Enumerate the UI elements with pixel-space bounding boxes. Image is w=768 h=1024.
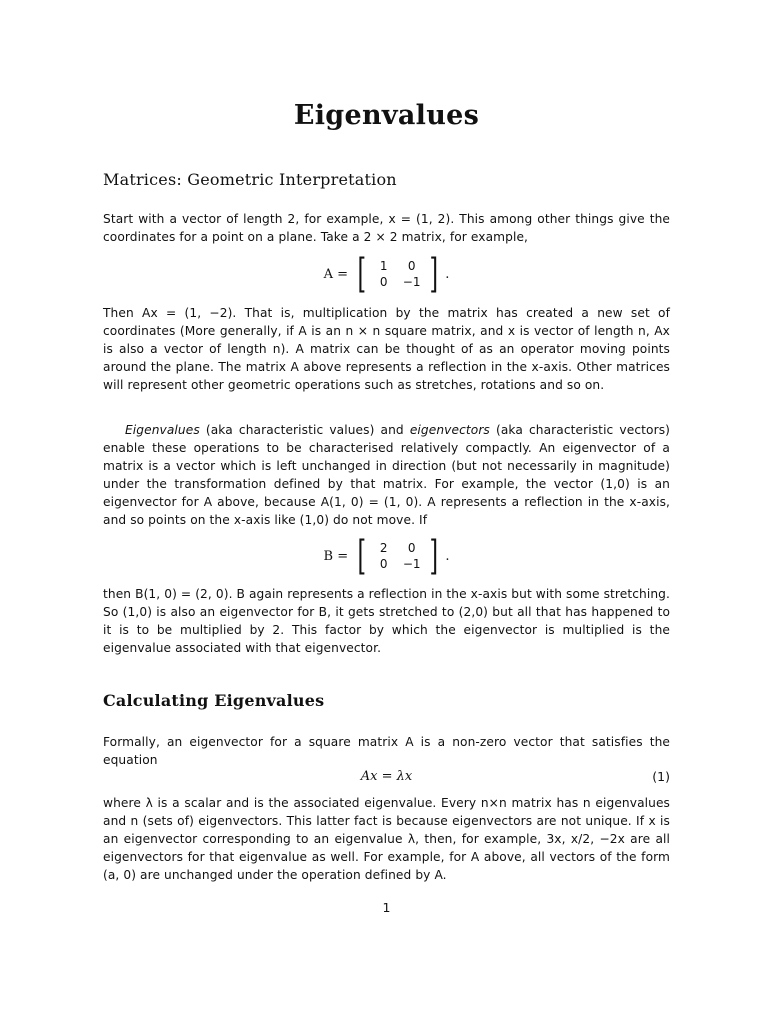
matrix-a-cell: 1 xyxy=(379,259,388,273)
term-eigenvalues: Eigenvalues xyxy=(125,423,200,437)
matrix-b-cell: 0 xyxy=(407,541,416,555)
document-title: Eigenvalues xyxy=(293,100,480,131)
equation-1-number: (1) xyxy=(652,768,670,784)
paragraph-eigen-definition xyxy=(103,421,670,529)
matrix-b: [ 2 0 0 −1 ] xyxy=(357,533,438,579)
matrix-b-cell: 2 xyxy=(379,541,388,555)
matrix-b-period: . xyxy=(445,548,450,564)
paragraph-multiplication: Then Ax = (1, −2). That is, multiplication by the matrix has created a new set of coordinates (More generally, if A is an n × n square matrix, and x is vector of length n, Ax is also a vector of length n). A matrix can be thought of as an operator moving points around the plane. The matrix A above represents a reflection in the x-axis. Other matrices will represent other geometric operations such as stretches, rotations and so on. xyxy=(103,306,670,392)
matrix-a-lhs: A = xyxy=(323,266,349,282)
term-eigenvectors: eigenvectors xyxy=(409,423,490,437)
matrix-b-cell: 0 xyxy=(379,557,388,571)
paragraph-text: (aka characteristic vectors) enable these operations to be characterised relatively compactly. An eigenvector of a matrix is a vector which is left unchanged in direction (but not necessarily in magnitude) under the transformation defined by that matrix. For example, the vector (1,0) is an eigenvector for A above, because A(1, 0) = (1, 0). A represents a reflection in the x-axis, and so points on the x-axis like (1,0) do not move. If xyxy=(103,423,670,527)
matrix-b-cell: −1 xyxy=(402,557,421,571)
equation-1 xyxy=(103,766,670,786)
paragraph-text: (aka characteristic values) and xyxy=(199,423,410,437)
matrix-b-lhs: B = xyxy=(323,548,349,564)
matrix-a-cell: −1 xyxy=(402,275,421,289)
matrix-a-cell: 0 xyxy=(407,259,416,273)
section-heading-calculating: Calculating Eigenvalues xyxy=(103,691,325,710)
matrix-b-equation xyxy=(103,533,670,579)
paragraph-stretching: then B(1, 0) = (2, 0). B again represents a reflection in the x-axis but with some stretching. So (1,0) is also an eigenvector for B, it gets stretched to (2,0) but all that has happened to it is to be multiplied by 2. This factor by which the eigenvector is multiplied is the eigenvalue associated with that eigenvector. xyxy=(103,587,670,655)
matrix-a-equation xyxy=(103,251,670,297)
matrix-a: [ 1 0 0 −1 ] xyxy=(357,251,438,297)
paragraph-intro: Start with a vector of length 2, for example, x = (1, 2). This among other things give the coordinates for a point on a plane. Take a 2 × 2 matrix, for example, xyxy=(103,212,670,244)
matrix-a-cell: 0 xyxy=(379,275,388,289)
page-number: 1 xyxy=(382,900,391,915)
section-heading-geometric: Matrices: Geometric Interpretation xyxy=(103,170,397,189)
paragraph-formal-definition: Formally, an eigenvector for a square matrix A is a non-zero vector that satisfies the equation xyxy=(103,735,670,767)
paragraph-eigenvalue-properties: where λ is a scalar and is the associated eigenvalue. Every n×n matrix has n eigenvalues and n (sets of) eigenvectors. This latter fact is because eigenvectors are not unique. If x is an eigenvector corresponding to an eigenvalue λ, then, for example, 3x, x/2, −2x are all eigenvectors for that eigenvalue as well. For example, for A above, all vectors of the form (a, 0) are unchanged under the operation defined by A. xyxy=(103,796,670,882)
equation-1-body: Ax = λx xyxy=(360,768,413,784)
matrix-a-period: . xyxy=(445,266,450,282)
